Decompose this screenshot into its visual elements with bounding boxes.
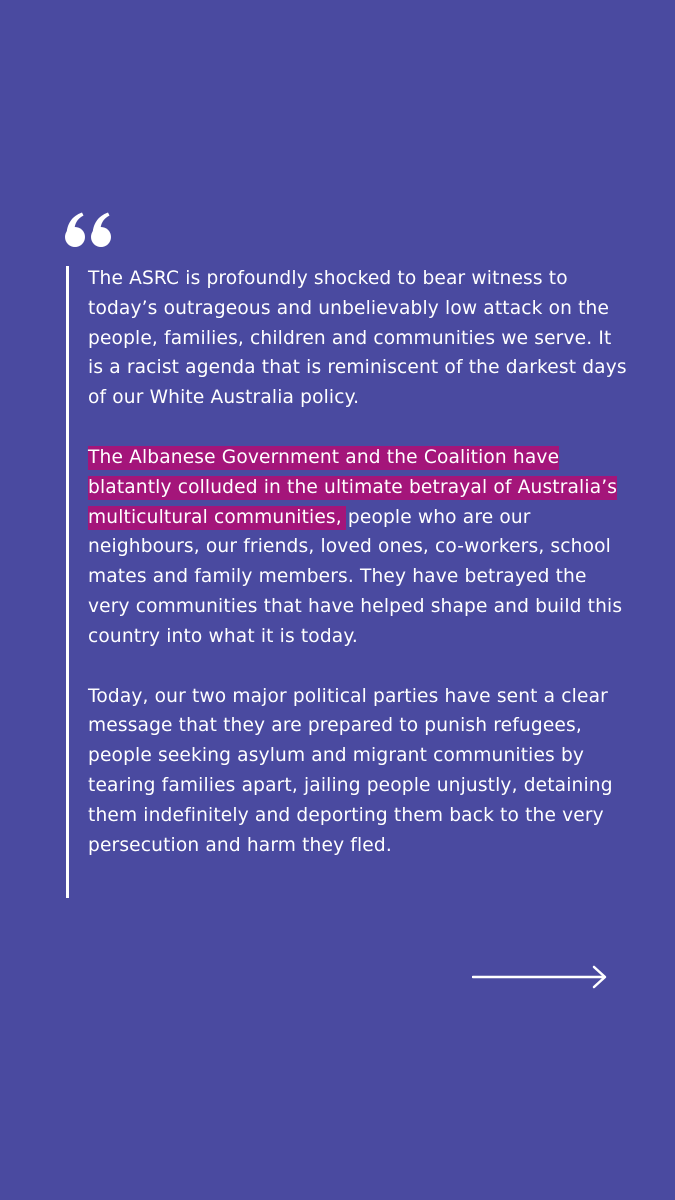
- quote-open-icon: [64, 212, 114, 248]
- quote-block: [66, 266, 626, 898]
- quote-paragraph-3: Today, our two major political parties have sent a clear message that they are prepared to punish refugees, people seeking asylum and migrant communities by tearing families apart, jailing people unjustly, detaining them indefinitely and deporting them back to the very persecution and harm they fled.: [88, 685, 613, 856]
- quote-paragraph-2-rest: people who are our neighbours, our friends, loved ones, co-workers, school mates and family members. They have betrayed the very communities that have helped shape and build this country into what it is today.: [88, 506, 623, 647]
- quote-paragraph-2: [88, 443, 628, 652]
- quote-paragraph-1: The ASRC is profoundly shocked to bear witness to today’s outrageous and unbelievably low attack on the people, families, children and communities we serve. It is a racist agenda that is reminiscent of the darkest days of our White Australia policy.: [88, 268, 627, 409]
- arrow-right-icon[interactable]: [472, 964, 608, 990]
- highlighted-statement: The Albanese Government and the Coalition have blatantly colluded in the ultimate betrayal of Australia’s multicultural communities,: [88, 446, 618, 528]
